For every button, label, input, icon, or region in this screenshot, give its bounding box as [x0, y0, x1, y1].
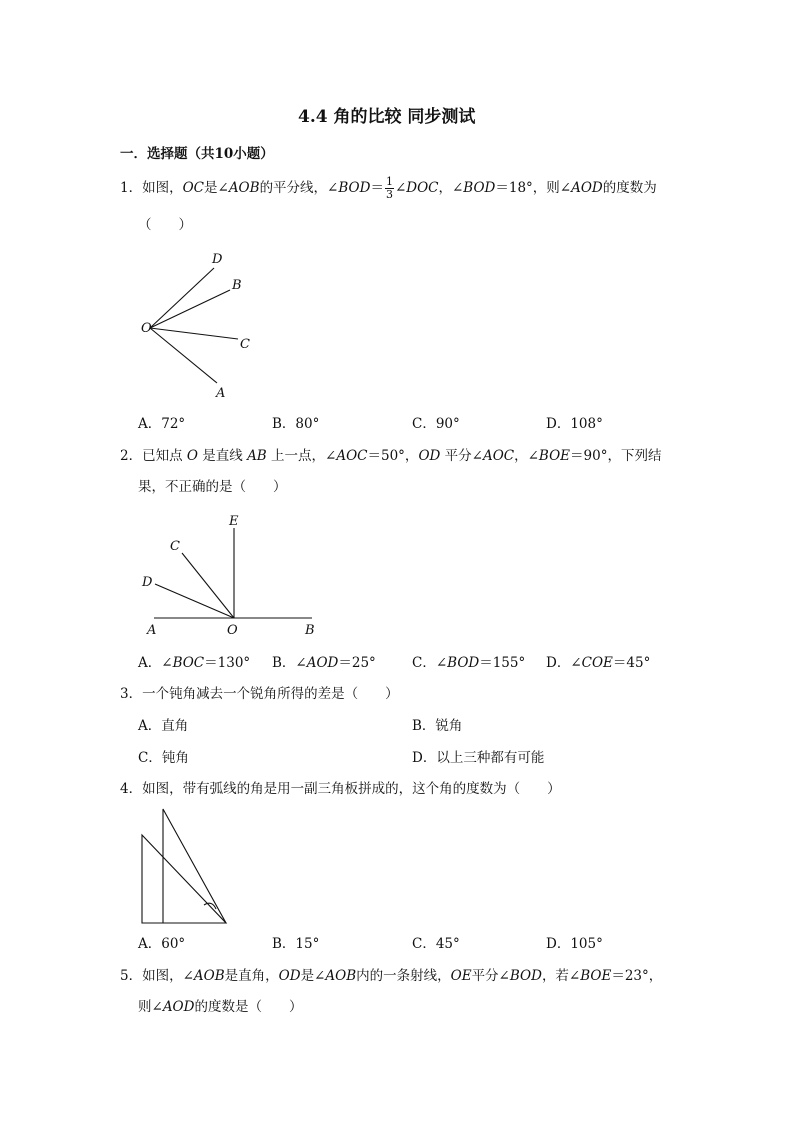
label-d: D	[142, 575, 153, 590]
ray-oa	[150, 328, 217, 383]
label-c: C	[240, 337, 250, 352]
ray-ob	[150, 290, 230, 328]
question-4-figure	[138, 805, 233, 930]
question-5-line-1: 5．如图，∠AOB是直角，OD是∠AOB内的一条射线，OE平分∠BOD，若∠BOE＝23°，	[120, 968, 663, 984]
q4-option-c[interactable]: C．45°	[412, 936, 460, 952]
q4-option-a[interactable]: A．60°	[138, 936, 186, 952]
ray-od	[150, 268, 214, 328]
q2-option-d[interactable]: D．∠COE＝45°	[546, 655, 651, 671]
q2-option-a[interactable]: A．∠BOC＝130°	[138, 655, 251, 671]
triangle-30-60	[163, 809, 226, 923]
q2-option-b[interactable]: B．∠AOD＝25°	[272, 655, 376, 671]
ray-od	[155, 584, 234, 618]
q1-option-d[interactable]: D．108°	[546, 416, 603, 432]
triangle-45	[142, 835, 226, 923]
label-b: B	[232, 278, 242, 293]
label-c: C	[170, 539, 180, 554]
ray-oc	[150, 328, 238, 339]
ray-oc	[182, 553, 234, 618]
q3-option-d[interactable]: D．以上三种都有可能	[412, 750, 545, 766]
question-5-line-2: 则∠AOD的度数是（ ）	[138, 999, 303, 1015]
question-2-line-1: 2．已知点 O 是直线 AB 上一点，∠AOC＝50°，OD 平分∠AOC，∠BOE＝90°，下列结	[120, 448, 662, 464]
section-heading: 一．选择题（共10小题）	[120, 146, 274, 162]
q1-option-b[interactable]: B．80°	[272, 416, 320, 432]
question-1-line-1: 1．如图，OC是∠AOB的平分线，∠BOD＝ $\frac{1}{3}$ ∠DOC，∠BOD＝18°，则∠AOD的度数为	[120, 175, 657, 201]
q4-option-b[interactable]: B．15°	[272, 936, 320, 952]
q1-option-c[interactable]: C．90°	[412, 416, 460, 432]
q4-option-d[interactable]: D．105°	[546, 936, 603, 952]
question-2-line-2: 果，不正确的是（ ）	[138, 479, 287, 495]
question-3-text: 3．一个钝角减去一个锐角所得的差是（ ）	[120, 686, 399, 702]
label-d: D	[212, 252, 223, 267]
label-b: B	[305, 623, 315, 638]
question-2-figure	[140, 508, 330, 643]
page-title: 4.4 角的比较 同步测试	[298, 107, 476, 127]
question-1-line-2: （ ）	[138, 217, 192, 233]
question-4-text: 4．如图，带有弧线的角是用一副三角板拼成的，这个角的度数为（ ）	[120, 781, 561, 797]
label-o: O	[141, 321, 152, 336]
q1-option-a[interactable]: A．72°	[138, 416, 186, 432]
fraction-one-third: $\frac{1}{3}$	[385, 175, 393, 201]
q3-option-c[interactable]: C．钝角	[138, 750, 189, 766]
label-o: O	[227, 623, 238, 638]
label-e: E	[229, 514, 239, 529]
q3-option-a[interactable]: A．直角	[138, 718, 189, 734]
label-a: A	[216, 386, 226, 401]
label-a: A	[147, 623, 157, 638]
q2-option-c[interactable]: C．∠BOD＝155°	[412, 655, 526, 671]
question-1-figure	[130, 245, 270, 405]
q3-option-b[interactable]: B．锐角	[412, 718, 463, 734]
